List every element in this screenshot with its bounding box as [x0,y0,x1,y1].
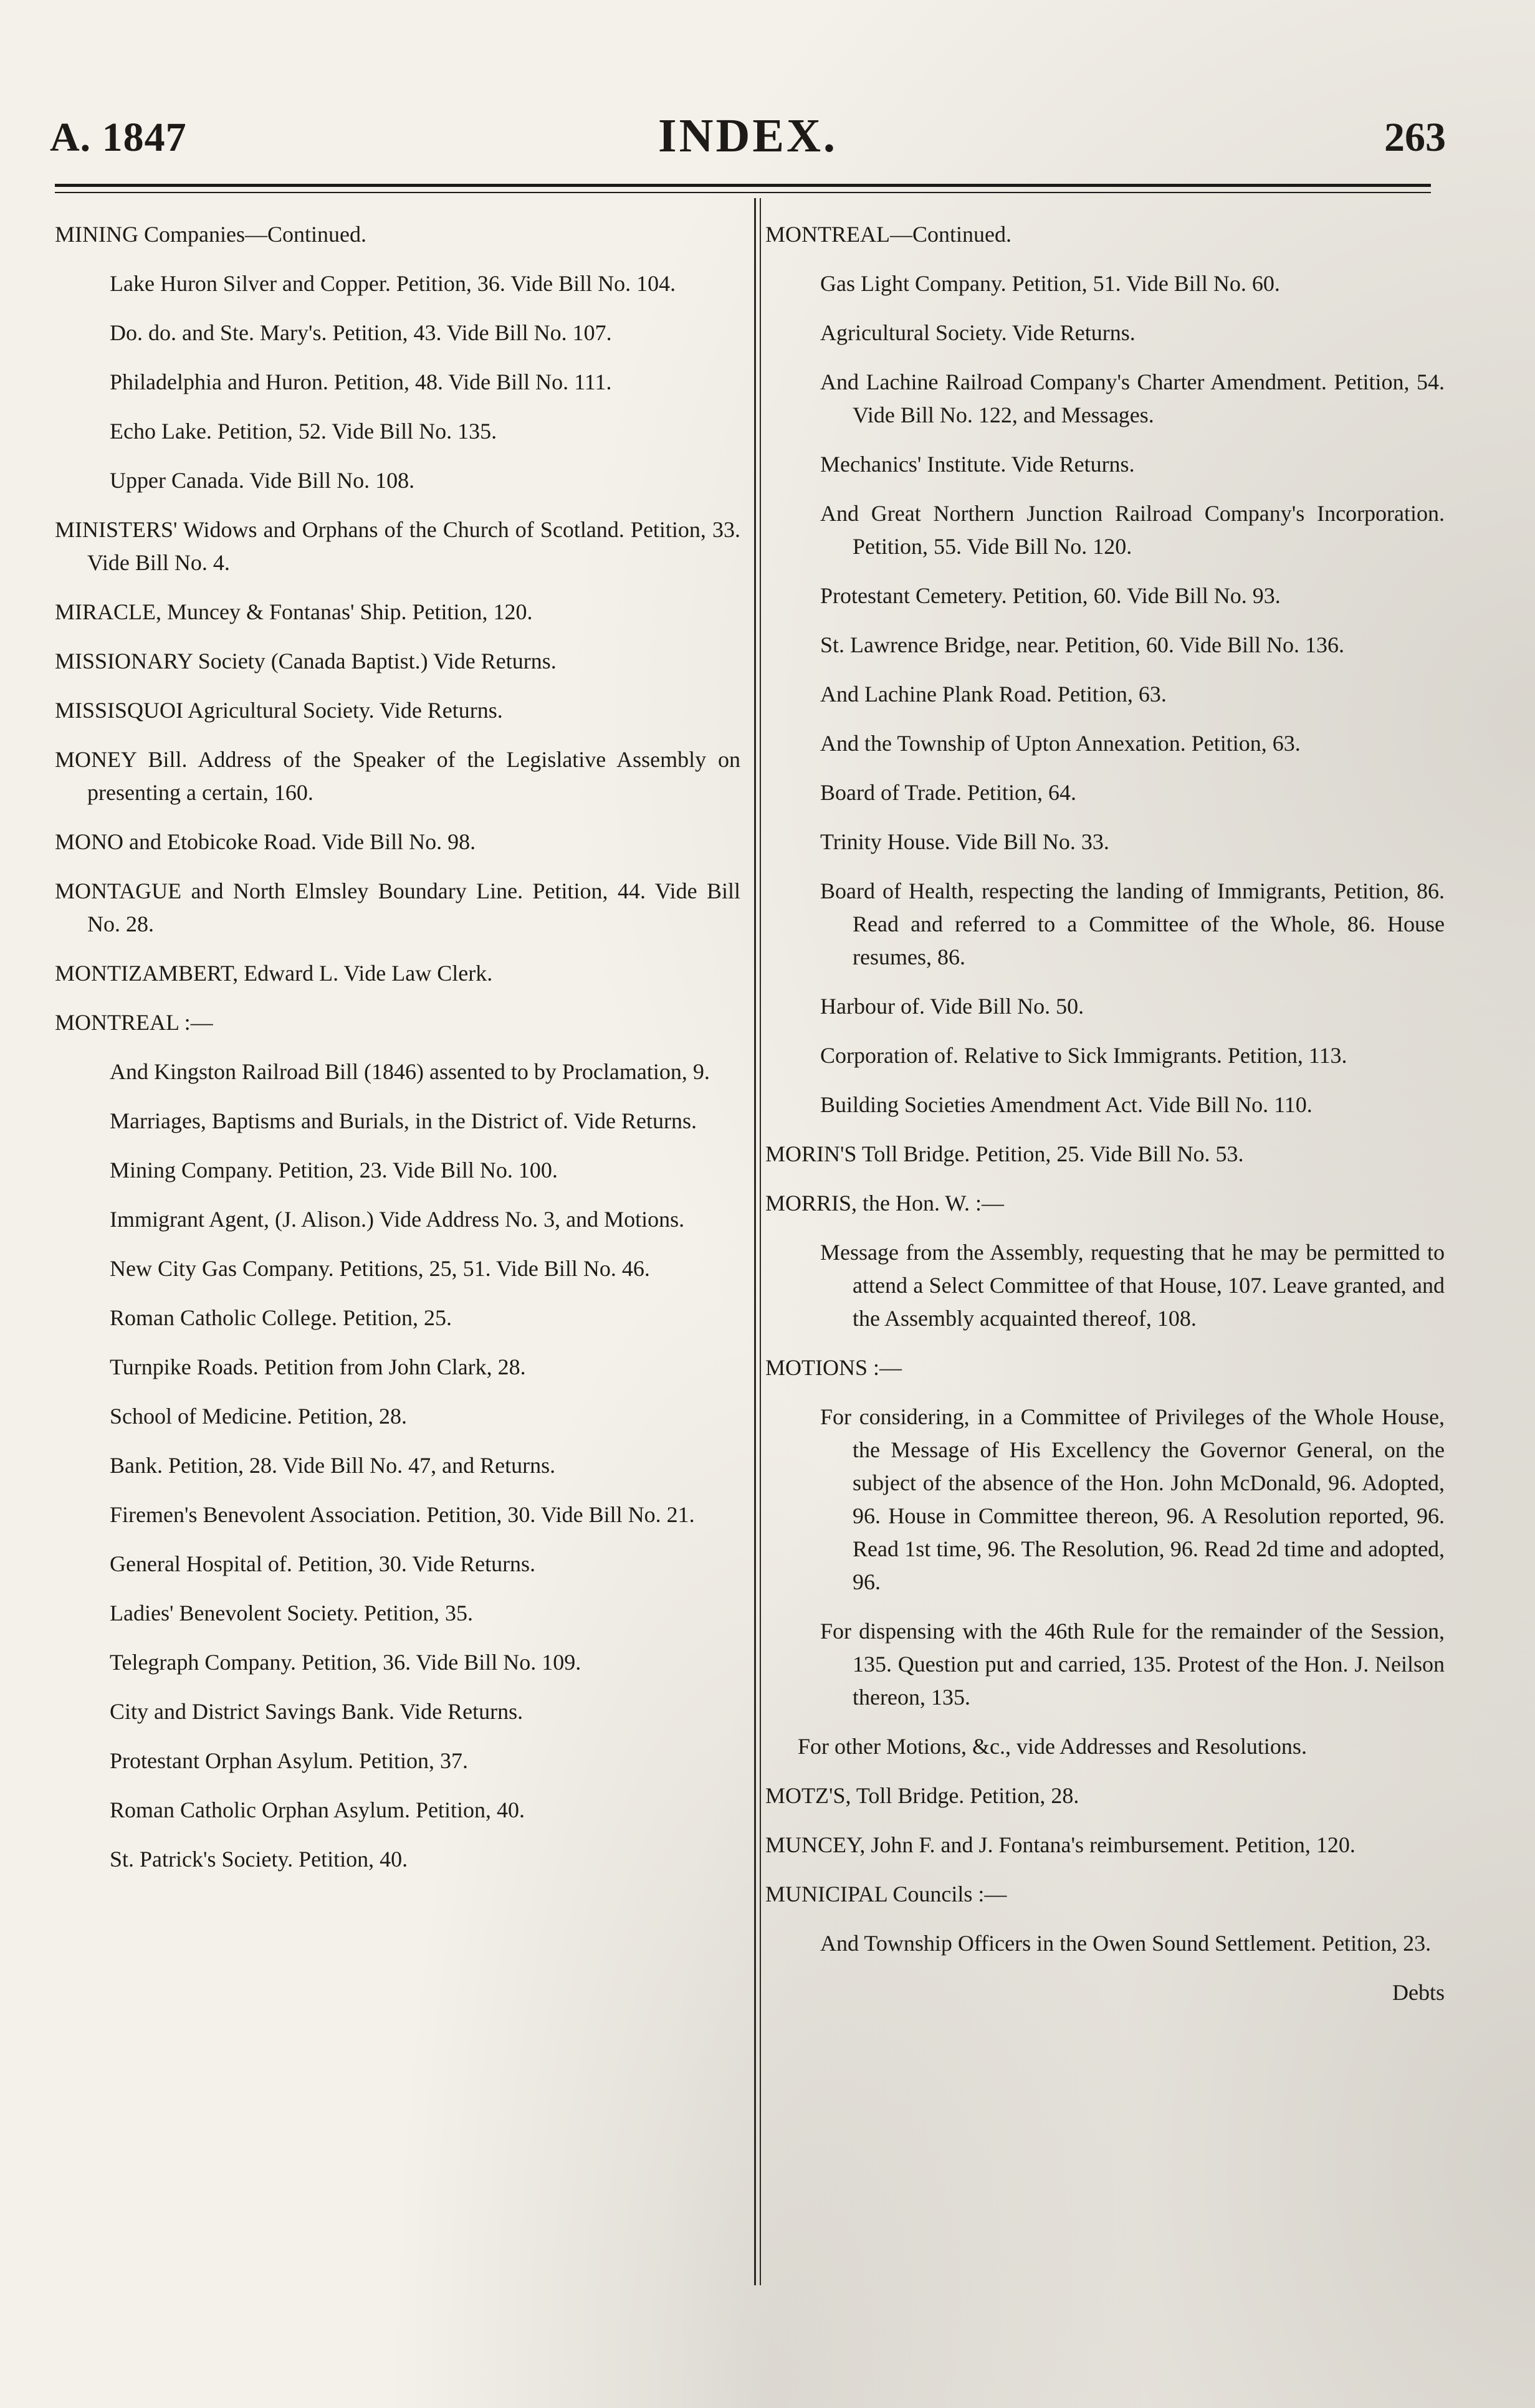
left-column [55,218,740,1892]
column-divider [754,198,756,2285]
index-subentry: For considering, in a Committee of Privileges of the Whole House, the Message of His Excellency the Governor General, on the subject of the absence of the Hon. John McDonald, 96. Adopted, 96. House in Committee thereon, 96. A Resolution reported, 96. Read 1st time, 96. The Resolution, 96. Read 2d time and adopted, 96. [820,1404,1445,1594]
index-subentry: Turnpike Roads. Petition from John Clark, 28. [110,1354,526,1379]
index-subentry: General Hospital of. Petition, 30. Vide Returns. [110,1551,536,1576]
index-subentry: Immigrant Agent, (J. Alison.) Vide Address No. 3, and Motions. [110,1207,685,1232]
index-crossref: For other Motions, &c., vide Addresses and Resolutions. [798,1734,1307,1759]
index-subentry: Corporation of. Relative to Sick Immigrants. Petition, 113. [820,1043,1347,1068]
index-subentry: New City Gas Company. Petitions, 25, 51. Vide Bill No. 46. [110,1256,650,1281]
header-year: A. 1847 [50,115,187,160]
index-subentry: And Lachine Railroad Company's Charter Amendment. Petition, 54. Vide Bill No. 122, and Messages. [820,369,1445,427]
index-entry: MISSISQUOI Agricultural Society. Vide Returns. [55,698,503,723]
page-number: 263 [1384,115,1446,160]
index-entry: MONEY Bill. Address of the Speaker of the Legislative Assembly on presenting a certain, 160. [55,747,740,805]
index-subentry: Mechanics' Institute. Vide Returns. [820,452,1135,477]
catchword: Debts [1392,1980,1445,2005]
index-heading: MUNICIPAL Councils :— [765,1882,1007,1906]
index-entry: MINISTERS' Widows and Orphans of the Church of Scotland. Petition, 33. Vide Bill No. 4. [55,517,740,575]
index-subentry: Telegraph Company. Petition, 36. Vide Bill No. 109. [110,1650,581,1675]
index-subentry: St. Lawrence Bridge, near. Petition, 60. Vide Bill No. 136. [820,632,1345,657]
column-divider-inner [760,198,761,2285]
index-entry: MORIN'S Toll Bridge. Petition, 25. Vide Bill No. 53. [765,1141,1244,1166]
index-heading: MONTREAL :— [55,1010,213,1035]
index-subentry: Mining Company. Petition, 23. Vide Bill No. 100. [110,1158,558,1183]
index-subentry: Board of Trade. Petition, 64. [820,780,1076,805]
header-rule-thick [55,184,1431,187]
index-subentry: Roman Catholic Orphan Asylum. Petition, 40. [110,1797,525,1822]
index-subentry: Ladies' Benevolent Society. Petition, 35. [110,1601,474,1625]
index-subentry: Marriages, Baptisms and Burials, in the District of. Vide Returns. [110,1108,697,1133]
index-subentry: And Kingston Railroad Bill (1846) assented to by Proclamation, 9. [110,1059,710,1084]
index-subentry: Philadelphia and Huron. Petition, 48. Vide Bill No. 111. [110,369,612,394]
index-entry: MONO and Etobicoke Road. Vide Bill No. 98. [55,829,476,854]
index-heading: MORRIS, the Hon. W. :— [765,1191,1005,1216]
index-subentry: City and District Savings Bank. Vide Returns. [110,1699,524,1724]
index-entry: MISSIONARY Society (Canada Baptist.) Vide Returns. [55,649,557,673]
index-subentry: Roman Catholic College. Petition, 25. [110,1305,452,1330]
index-heading: MINING Companies—Continued. [55,222,366,247]
index-subentry: Upper Canada. Vide Bill No. 108. [110,468,415,493]
index-subentry: And Lachine Plank Road. Petition, 63. [820,682,1167,707]
index-subentry: And the Township of Upton Annexation. Petition, 63. [820,731,1301,756]
index-heading: MOTIONS :— [765,1355,902,1380]
page-title: INDEX. [658,110,838,162]
index-subentry: Message from the Assembly, requesting that he may be permitted to attend a Select Committee of that House, 107. Leave granted, and the Assembly acquainted thereof, 108. [820,1240,1445,1331]
index-heading: MONTREAL—Continued. [765,222,1011,247]
index-entry: MONTAGUE and North Elmsley Boundary Line. Petition, 44. Vide Bill No. 28. [55,878,740,936]
index-entry: MONTIZAMBERT, Edward L. Vide Law Clerk. [55,961,493,986]
index-subentry: Lake Huron Silver and Copper. Petition, 36. Vide Bill No. 104. [110,271,676,296]
index-subentry: Protestant Cemetery. Petition, 60. Vide Bill No. 93. [820,583,1281,608]
index-subentry: And Great Northern Junction Railroad Company's Incorporation. Petition, 55. Vide Bill No. 120. [820,501,1445,559]
index-subentry: School of Medicine. Petition, 28. [110,1404,407,1429]
index-entry: MIRACLE, Muncey & Fontanas' Ship. Petition, 120. [55,599,533,624]
right-column [765,218,1445,2025]
index-subentry: St. Patrick's Society. Petition, 40. [110,1847,408,1872]
index-subentry: Protestant Orphan Asylum. Petition, 37. [110,1748,468,1773]
index-subentry: Do. do. and Ste. Mary's. Petition, 43. Vide Bill No. 107. [110,320,612,345]
index-subentry: Building Societies Amendment Act. Vide Bill No. 110. [820,1092,1313,1117]
index-subentry: Trinity House. Vide Bill No. 33. [820,829,1109,854]
index-subentry: Firemen's Benevolent Association. Petition, 30. Vide Bill No. 21. [110,1502,695,1527]
index-subentry: For dispensing with the 46th Rule for the remainder of the Session, 135. Question put and carried, 135. Protest of the Hon. J. Neilson thereon, 135. [820,1619,1445,1710]
index-entry: MUNCEY, John F. and J. Fontana's reimbursement. Petition, 120. [765,1832,1356,1857]
index-subentry: Bank. Petition, 28. Vide Bill No. 47, and Returns. [110,1453,556,1478]
header-rule-thin [55,192,1431,193]
index-subentry: Harbour of. Vide Bill No. 50. [820,994,1084,1019]
index-entry: MOTZ'S, Toll Bridge. Petition, 28. [765,1783,1079,1808]
index-subentry: Gas Light Company. Petition, 51. Vide Bill No. 60. [820,271,1280,296]
index-subentry: Board of Health, respecting the landing of Immigrants, Petition, 86. Read and referred to a Committee of the Whole, 86. House resumes, 86. [820,878,1445,969]
index-subentry: Echo Lake. Petition, 52. Vide Bill No. 135. [110,419,497,444]
index-subentry: Agricultural Society. Vide Returns. [820,320,1136,345]
page-header [50,109,1446,165]
index-subentry: And Township Officers in the Owen Sound Settlement. Petition, 23. [820,1931,1432,1956]
